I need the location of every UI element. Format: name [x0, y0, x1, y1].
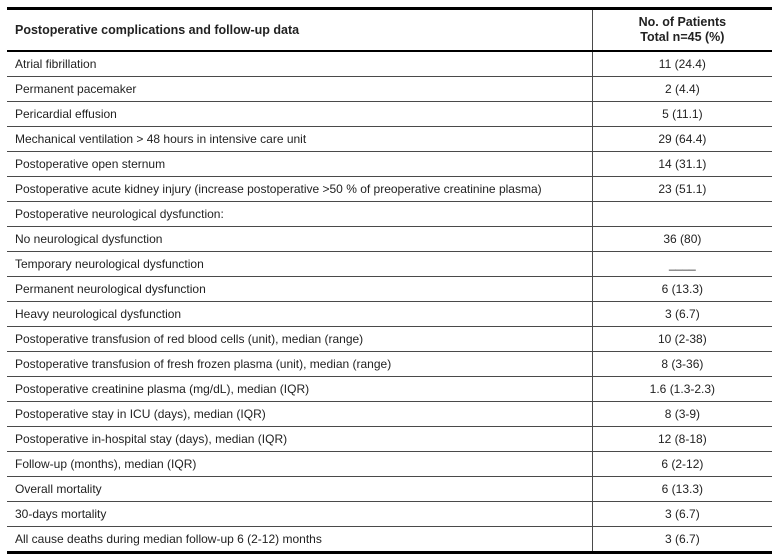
row-label: Postoperative open sternum [7, 152, 592, 177]
row-value: 29 (64.4) [592, 127, 772, 152]
row-label: Postoperative stay in ICU (days), median (IQR) [7, 402, 592, 427]
table-row [7, 477, 772, 502]
row-label: Postoperative acute kidney injury (increase postoperative >50 % of preoperative creatinine plasma) [7, 177, 592, 202]
header-row [7, 9, 772, 52]
row-value: 11 (24.4) [592, 51, 772, 77]
row-label: Atrial fibrillation [7, 51, 592, 77]
table-row [7, 452, 772, 477]
table-row [7, 377, 772, 402]
row-value: 6 (13.3) [592, 277, 772, 302]
table-row [7, 202, 772, 227]
table-row [7, 102, 772, 127]
table-row [7, 527, 772, 553]
table-row [7, 152, 772, 177]
row-value: 8 (3-36) [592, 352, 772, 377]
row-label: Postoperative creatinine plasma (mg/dL), median (IQR) [7, 377, 592, 402]
table-row [7, 302, 772, 327]
complications-table [7, 7, 772, 554]
row-label: Pericardial effusion [7, 102, 592, 127]
header-value-line1: No. of Patients [638, 15, 727, 29]
table-row [7, 77, 772, 102]
row-label: Postoperative transfusion of fresh frozen plasma (unit), median (range) [7, 352, 592, 377]
row-value: 36 (80) [592, 227, 772, 252]
row-label: All cause deaths during median follow-up 6 (2-12) months [15, 532, 322, 546]
row-value: ____ [592, 252, 772, 277]
row-value: 6 (2-12) [592, 452, 772, 477]
row-label: Temporary neurological dysfunction [7, 252, 592, 277]
row-value: 5 (11.1) [592, 102, 772, 127]
row-value: 3 (6.7) [592, 302, 772, 327]
row-value: 8 (3-9) [592, 402, 772, 427]
table-row [7, 352, 772, 377]
row-value: 12 (8-18) [592, 427, 772, 452]
row-label: Postoperative in-hospital stay (days), median (IQR) [7, 427, 592, 452]
table-body [7, 51, 772, 553]
row-value: 23 (51.1) [592, 177, 772, 202]
row-label: 30-days mortality [7, 502, 592, 527]
row-label: Permanent neurological dysfunction [7, 277, 592, 302]
row-label: Heavy neurological dysfunction [7, 302, 592, 327]
row-label: No neurological dysfunction [7, 227, 592, 252]
table-row [7, 277, 772, 302]
header-value [592, 9, 772, 52]
row-value: 3 (6.7) [592, 502, 772, 527]
table-row [7, 227, 772, 252]
row-value: 1.6 (1.3-2.3) [592, 377, 772, 402]
row-label: Postoperative neurological dysfunction: [7, 202, 592, 227]
row-label: Permanent pacemaker [7, 77, 592, 102]
table-head [7, 9, 772, 52]
row-label: Mechanical ventilation > 48 hours in intensive care unit [7, 127, 592, 152]
table-row [7, 51, 772, 77]
row-label: Postoperative transfusion of red blood cells (unit), median (range) [7, 327, 592, 352]
table-row [7, 502, 772, 527]
row-label: Follow-up (months), median (IQR) [7, 452, 592, 477]
header-value-line2: Total n=45 (%) [640, 30, 725, 44]
row-value: 6 (13.3) [592, 477, 772, 502]
row-value: 3 (6.7) [592, 527, 772, 553]
table-row [7, 252, 772, 277]
table-row [7, 127, 772, 152]
row-value: 2 (4.4) [592, 77, 772, 102]
table-row [7, 402, 772, 427]
row-label: Overall mortality [7, 477, 592, 502]
table-row [7, 327, 772, 352]
row-value [592, 202, 772, 227]
table-row [7, 177, 772, 202]
row-value: 14 (31.1) [592, 152, 772, 177]
row-value: 10 (2-38) [592, 327, 772, 352]
header-label: Postoperative complications and follow-up data [7, 9, 592, 52]
table-row [7, 427, 772, 452]
